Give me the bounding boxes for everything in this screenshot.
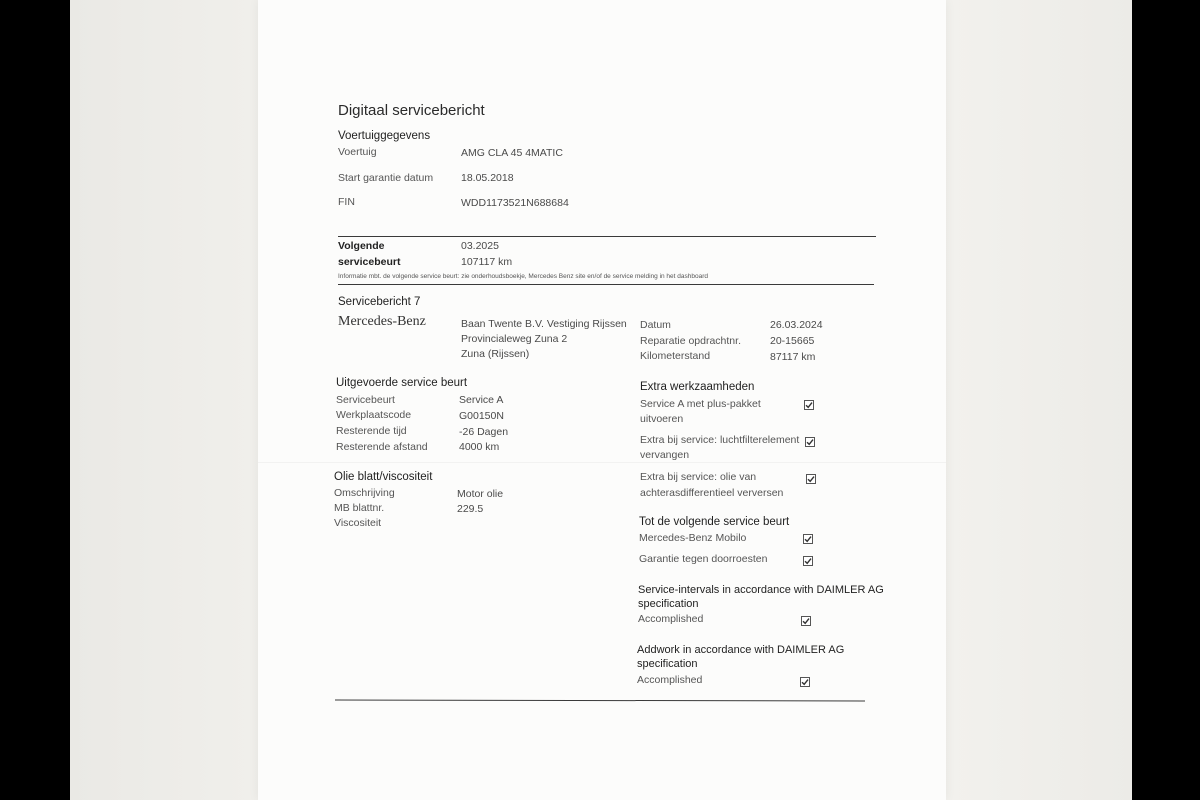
oil-description-label: Omschrijving <box>334 487 395 499</box>
divider-bottom <box>335 700 865 702</box>
remaining-time-value: -26 Dagen <box>459 426 509 438</box>
divider-next-service <box>338 284 874 285</box>
warranty-start-label: Start garantie datum <box>338 172 434 184</box>
extra-item-1-checkbox[interactable] <box>804 400 814 410</box>
vehicle-label: Voertuig <box>338 146 377 158</box>
repair-order-value: 20-15665 <box>770 335 815 347</box>
vehicle-heading: Voertuiggegevens <box>338 130 431 142</box>
intervals-checkbox[interactable] <box>801 616 811 626</box>
mobilo-label: Mercedes-Benz Mobilo <box>639 532 747 544</box>
until-next-heading: Tot de volgende service beurt <box>639 516 790 528</box>
date-label: Datum <box>640 319 671 331</box>
paper-fold <box>258 462 946 463</box>
mb-sheet-label: MB blattnr. <box>334 502 385 514</box>
next-service-date: 03.2025 <box>461 240 499 252</box>
service-report-paper <box>258 0 946 800</box>
repair-order-label: Reparatie opdrachtnr. <box>640 335 741 347</box>
rust-warranty-label: Garantie tegen doorroesten <box>639 553 768 565</box>
intervals-heading-2: specification <box>638 598 699 610</box>
dealer-line-2: Provincialeweg Zuna 2 <box>461 333 568 345</box>
workshop-code-label: Werkplaatscode <box>336 409 412 421</box>
service-type-label: Servicebeurt <box>336 394 395 406</box>
document-title: Digitaal servicebericht <box>338 102 485 119</box>
remaining-time-label: Resterende tijd <box>336 425 407 437</box>
vehicle-value: AMG CLA 45 4MATIC <box>461 147 563 159</box>
mobilo-checkbox[interactable] <box>803 534 813 544</box>
extra-item-1-line2: uitvoeren <box>640 413 684 425</box>
next-service-heading-2: servicebeurt <box>338 256 401 268</box>
fin-label: FIN <box>338 196 355 208</box>
viscosity-label: Viscositeit <box>334 517 382 529</box>
intervals-heading-1: Service-intervals in accordance with DAIMLER AG <box>638 584 884 596</box>
addwork-heading-1: Addwork in accordance with DAIMLER AG <box>637 644 845 656</box>
fin-value: WDD1173521N688684 <box>461 197 569 209</box>
intervals-accomplished-label: Accomplished <box>638 613 704 625</box>
extra-item-3-line2: achterasdifferentieel verversen <box>640 487 784 499</box>
mileage-label: Kilometerstand <box>640 350 711 362</box>
extra-item-3-checkbox[interactable] <box>806 474 816 484</box>
oil-heading: Olie blatt/viscositeit <box>334 471 433 483</box>
addwork-accomplished-label: Accomplished <box>637 674 703 686</box>
date-value: 26.03.2024 <box>770 319 823 331</box>
extra-item-2-line1: Extra bij service: luchtfilterelement <box>640 434 800 446</box>
next-service-km: 107117 km <box>461 256 513 268</box>
remaining-distance-label: Resterende afstand <box>336 441 428 453</box>
next-service-note: Informatie mbt. de volgende service beurt: zie onderhoudsboekje, Mercedes Benz site en/of de service melding in het dashboard <box>338 273 708 280</box>
divider-top <box>338 236 876 237</box>
service-report-heading: Servicebericht 7 <box>338 296 421 308</box>
extra-item-1-line1: Service A met plus-pakket <box>640 398 761 410</box>
mileage-value: 87117 km <box>770 351 816 363</box>
extra-item-2-checkbox[interactable] <box>805 437 815 447</box>
rust-warranty-checkbox[interactable] <box>803 556 813 566</box>
oil-description-value: Motor olie <box>457 488 504 500</box>
addwork-heading-2: specification <box>637 658 698 670</box>
extra-work-heading: Extra werkzaamheden <box>640 381 755 393</box>
extra-item-2-line2: vervangen <box>640 449 690 461</box>
remaining-distance-value: 4000 km <box>459 441 500 453</box>
performed-heading: Uitgevoerde service beurt <box>336 377 468 389</box>
brand-name: Mercedes-Benz <box>338 314 426 329</box>
dealer-line-1: Baan Twente B.V. Vestiging Rijssen <box>461 318 627 330</box>
warranty-start-value: 18.05.2018 <box>461 172 514 184</box>
addwork-checkbox[interactable] <box>800 677 810 687</box>
extra-item-3-line1: Extra bij service: olie van <box>640 471 757 483</box>
service-type-value: Service A <box>459 394 504 406</box>
mb-sheet-value: 229.5 <box>457 503 484 515</box>
dealer-line-3: Zuna (Rijssen) <box>461 348 530 360</box>
workshop-code-value: G00150N <box>459 410 504 422</box>
next-service-heading-1: Volgende <box>338 240 385 252</box>
